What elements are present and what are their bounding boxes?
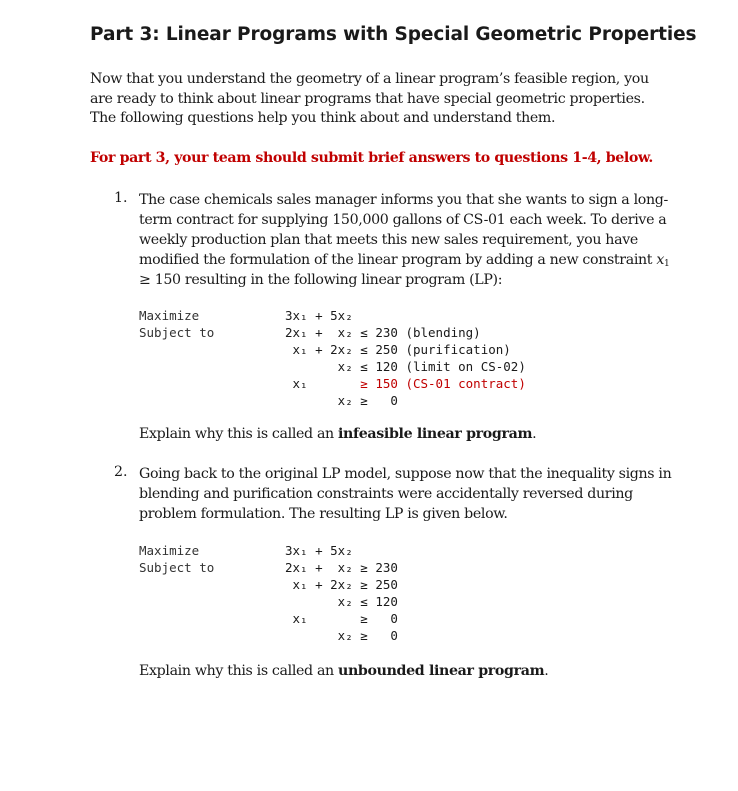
lp1-lhs: x₂ [285, 393, 353, 408]
lp2-subject-label: Subject to [139, 560, 215, 575]
question-2-number: 2. [114, 464, 128, 480]
lp1-constraint-row [285, 392, 398, 409]
explain-1-term: infeasible linear program [338, 426, 533, 442]
lp1-lhs: x₂ [285, 359, 353, 374]
lp2-rhs: 250 [375, 577, 398, 592]
lp1-lhs: x₁ [285, 376, 353, 391]
lp1-note: (blending) [405, 325, 481, 340]
lp2-lhs: x₂ [285, 628, 353, 643]
explain-2-period: . [544, 663, 549, 679]
lp2-rhs: 0 [375, 611, 398, 626]
lp2-rhs: 230 [375, 560, 398, 575]
lp2-rhs: 0 [375, 628, 398, 643]
lp1-constraint-row [285, 324, 481, 341]
explain-1-period: . [532, 426, 537, 442]
submission-instruction: For part 3, your team should submit brief answers to questions 1-4, below. [90, 150, 653, 166]
lp1-sign: ≤ [360, 342, 368, 357]
lp1-objective: 3x₁ + 5x₂ [285, 308, 353, 323]
lp2-sign: ≥ [360, 628, 368, 643]
lp2-constraint-row [285, 559, 398, 576]
lp1-lhs: x₁ + 2x₂ [285, 342, 353, 357]
lp1-sign: ≤ [360, 359, 368, 374]
lp1-sign: ≤ [360, 325, 368, 340]
question-1-text [139, 190, 684, 290]
lp1-rhs: 0 [375, 393, 398, 408]
lp1-constraint-row [285, 358, 526, 375]
lp1-note: (limit on CS-02) [405, 359, 526, 374]
lp2-lhs: x₁ + 2x₂ [285, 577, 353, 592]
lp2-objective: 3x₁ + 5x₂ [285, 543, 353, 558]
lp1-rhs: 150 [375, 376, 398, 391]
question-2-text: Going back to the original LP model, suppose now that the inequality signs in blending and purification constraints were accidentally reversed during problem formulation. The resulting LP is given below. [139, 466, 672, 522]
question-1-explain [139, 426, 699, 442]
lp2-sign: ≥ [360, 577, 368, 592]
question-1-text-end: ≥ 150 resulting in the following linear program (LP): [139, 272, 503, 288]
lp2-constraint-row [285, 593, 398, 610]
lp1-constraint-row [285, 375, 526, 392]
lp2-lhs: 2x₁ + x₂ [285, 560, 353, 575]
lp1-maximize-label: Maximize [139, 308, 200, 323]
lp2-rhs: 120 [375, 594, 398, 609]
lp2-sign: ≥ [360, 560, 368, 575]
page-title: Part 3: Linear Programs with Special Geometric Properties [90, 24, 697, 45]
lp2-sign: ≤ [360, 594, 368, 609]
lp1-sign: ≥ [360, 393, 368, 408]
lp1-note: (CS-01 contract) [405, 376, 526, 391]
lp2-constraint-row [285, 627, 398, 644]
explain-2-text: Explain why this is called an [139, 663, 338, 679]
lp1-sign: ≥ [360, 376, 368, 391]
lp2-maximize-label: Maximize [139, 543, 200, 558]
lp2-constraint-row [285, 610, 398, 627]
lp2-lhs: x₁ [285, 611, 353, 626]
lp2-constraint-row [285, 576, 398, 593]
question-2-explain [139, 663, 699, 679]
intro-paragraph: Now that you understand the geometry of a linear program’s feasible region, you are ready to think about linear programs that have special geometric properties. The following questions help you think about and understand them. [90, 71, 649, 126]
lp1-rhs: 230 [375, 325, 398, 340]
lp2-sign: ≥ [360, 611, 368, 626]
lp1-lhs: 2x₁ + x₂ [285, 325, 353, 340]
lp1-note: (purification) [405, 342, 511, 357]
lp1-rhs: 120 [375, 359, 398, 374]
constraint-subscript: 1 [663, 259, 670, 269]
question-1-number: 1. [114, 190, 128, 206]
lp2-lhs: x₂ [285, 594, 353, 609]
constraint-variable: x [656, 252, 664, 268]
explain-1-text: Explain why this is called an [139, 426, 338, 442]
question-1-text-main: The case chemicals sales manager informs you that she wants to sign a long-term contract for supplying 150,000 gallons of CS-01 each week. To derive a weekly production plan that meets this new sales requirement, you have modified the formulation of the linear program by adding a new constraint [139, 192, 668, 268]
lp1-constraint-row [285, 341, 511, 358]
explain-2-term: unbounded linear program [338, 663, 545, 679]
lp1-rhs: 250 [375, 342, 398, 357]
lp1-subject-label: Subject to [139, 325, 215, 340]
